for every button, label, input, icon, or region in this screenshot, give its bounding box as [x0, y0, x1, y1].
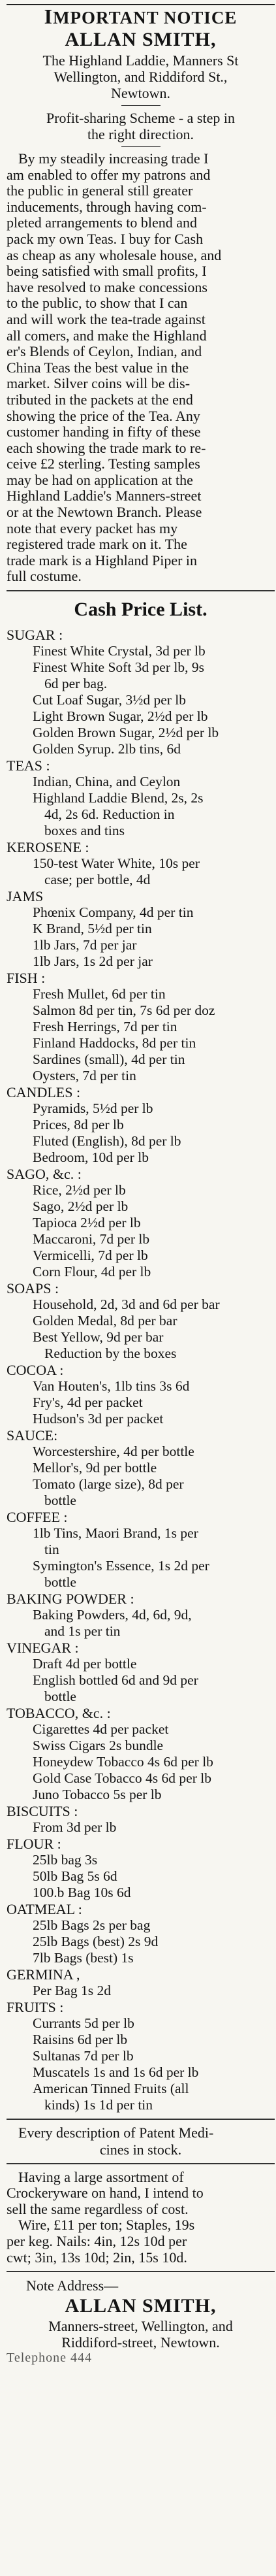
signature-block — [7, 2277, 275, 2365]
price-item: 7lb Bags (best) 1s — [33, 1950, 134, 1966]
price-item: Hudson's 3d per packet — [33, 1411, 164, 1427]
crockery-line: per keg. Nails: 4in, 12s 10d per — [7, 2234, 187, 2249]
price-item: Household, 2d, 3d and 6d per bar — [33, 1296, 220, 1313]
price-item: 1lb Jars, 7d per jar — [33, 937, 137, 953]
price-item: 1lb Jars, 1s 2d per jar — [33, 953, 153, 970]
price-category — [7, 1640, 275, 1705]
category-heading: SOAPS : — [7, 1280, 59, 1297]
divider — [121, 146, 161, 147]
closing-line: cines in stock. — [99, 2141, 182, 2158]
price-item: K Brand, 5½d per tin — [33, 921, 152, 937]
crockery-line: sell the same regardless of cost. — [7, 2201, 189, 2217]
price-item: Raisins 6d per lb — [33, 2032, 128, 2048]
crockery-line: Crockeryware on hand, I intend to — [7, 2185, 204, 2202]
category-heading: VINEGAR : — [7, 1640, 79, 1657]
category-heading: OATMEAL : — [7, 1901, 82, 1918]
notice-line: ceive £2 sterling. Testing samples — [7, 456, 200, 472]
price-item: 100.b Bag 10s 6d — [33, 1885, 131, 1901]
price-item: Cut Loaf Sugar, 3½d per lb — [33, 692, 186, 708]
price-item: Mellor's, 9d per bottle — [33, 1460, 157, 1476]
category-heading: BAKING POWDER : — [7, 1591, 134, 1608]
price-category — [7, 1166, 275, 1280]
price-item: Salmon 8d per tin, 7s 6d per doz — [33, 1002, 215, 1019]
price-item: Fluted (English), 8d per lb — [33, 1133, 181, 1149]
crockery-line: Having a large assortment of — [18, 2169, 184, 2185]
category-items — [7, 904, 275, 970]
notice-line: note that every packet has my — [7, 520, 178, 537]
category-heading: JAMS — [7, 888, 44, 905]
category-items — [7, 1819, 275, 1836]
price-item: Golden Medal, 8d per bar — [33, 1313, 177, 1329]
price-item: bottle — [44, 1493, 76, 1509]
price-list-title: Cash Price List. — [74, 599, 207, 621]
price-item: kinds) 1s 1d per tin — [44, 2097, 153, 2113]
header-rest: MPORTANT NOTICE — [53, 8, 238, 27]
category-items — [7, 1296, 275, 1362]
category-items — [7, 774, 275, 839]
price-item: Best Yellow, 9d per bar — [33, 1329, 164, 1346]
price-item: Currants 5d per lb — [33, 2015, 134, 2032]
price-item: 1lb Tins, Maori Brand, 1s per — [33, 1525, 198, 1542]
price-item: Worcestershire, 4d per bottle — [33, 1444, 194, 1460]
category-items — [7, 1378, 275, 1427]
price-category — [7, 757, 275, 839]
price-item: case; per bottle, 4d — [44, 872, 151, 888]
divider — [121, 105, 161, 106]
notice-line: customer handing in fifty of these — [7, 424, 201, 440]
price-item: Tapioca 2½d per lb — [33, 1215, 141, 1231]
category-items — [7, 1607, 275, 1640]
price-item: From 3d per lb — [33, 1819, 117, 1836]
price-item: 25lb Bags (best) 2s 9d — [33, 1934, 159, 1950]
price-item: Bedroom, 10d per lb — [33, 1149, 149, 1166]
category-items — [7, 1721, 275, 1803]
category-heading: FISH : — [7, 970, 46, 987]
notice-header — [7, 7, 275, 27]
category-items — [7, 2015, 275, 2113]
category-heading: SAUCE: — [7, 1427, 58, 1444]
crockery-line: cwt; 3in, 13s 10d; 2in, 15s 10d. — [7, 2249, 187, 2266]
category-items — [7, 643, 275, 757]
notice-line: to the public, to show that I can — [7, 295, 188, 312]
category-items — [7, 1983, 275, 1999]
price-item: Corn Flour, 4d per lb — [33, 1264, 151, 1280]
notice-line: By my steadily increasing trade I — [18, 151, 209, 167]
price-item: English bottled 6d and 9d per — [33, 1672, 198, 1689]
address-line: The Highland Laddie, Manners St — [42, 52, 239, 69]
price-item: Indian, China, and Ceylon — [33, 774, 181, 790]
category-items — [7, 855, 275, 888]
price-category — [7, 1362, 275, 1427]
price-item: American Tinned Fruits (all — [33, 2081, 189, 2097]
category-heading: COFFEE : — [7, 1509, 68, 1526]
price-item: Per Bag 1s 2d — [33, 1983, 112, 1999]
category-items — [7, 1182, 275, 1280]
price-list — [7, 627, 275, 2113]
price-item: Fresh Mullet, 6d per tin — [33, 986, 166, 1002]
price-item: Fresh Herrings, 7d per tin — [33, 1019, 177, 1035]
price-item: Juno Tobacco 5s per lb — [33, 1787, 162, 1803]
notice-line: showing the price of the Tea. Any — [7, 408, 200, 424]
price-item: 6d per bag. — [44, 676, 108, 692]
price-item: Sultanas 7d per lb — [33, 2048, 134, 2064]
notice-line: trade mark is a Highland Piper in — [7, 552, 198, 569]
price-item: Muscatels 1s and 1s 6d per lb — [33, 2064, 199, 2081]
price-category — [7, 888, 275, 970]
price-item: Swiss Cigars 2s bundle — [33, 1738, 164, 1754]
notice-line: or at the Newtown Branch. Please — [7, 504, 202, 521]
closing-block — [7, 2125, 275, 2158]
price-category — [7, 1591, 275, 1640]
price-item: Gold Case Tobacco 4s 6d per lb — [33, 1770, 211, 1787]
divider — [7, 2163, 275, 2164]
crockery-line: Wire, £11 per ton; Staples, 19s — [18, 2217, 195, 2234]
header-initial: I — [44, 5, 54, 28]
category-heading: BISCUITS : — [7, 1803, 78, 1820]
category-heading: TOBACCO, &c. : — [7, 1705, 111, 1722]
price-item: Cigarettes 4d per packet — [33, 1721, 169, 1738]
signature-line: Riddiford-street, Newtown. — [61, 2334, 220, 2351]
price-item: boxes and tins — [44, 823, 125, 839]
price-category — [7, 970, 275, 1084]
divider — [7, 2271, 275, 2272]
scheme-line: Profit-sharing Scheme - a step in — [46, 110, 235, 126]
price-item: Vermicelli, 7d per lb — [33, 1247, 148, 1264]
notice-line: China Teas the best value in the — [7, 359, 189, 376]
price-item: Maccaroni, 7d per lb — [33, 1231, 150, 1247]
notice-line: market. Silver coins will be dis- — [7, 376, 191, 392]
scheme-line: the right direction. — [87, 126, 194, 142]
notice-line: pack my own Teas. I buy for Cash — [7, 231, 204, 247]
address-line: Wellington, and Riddiford St., — [54, 69, 228, 85]
divider — [7, 590, 275, 591]
notice-line: as cheap as any wholesale house, and — [7, 247, 222, 263]
signature-name: ALLAN SMITH, — [65, 2295, 217, 2317]
category-heading: COCOA : — [7, 1362, 64, 1379]
notice-line: tributed in the packets at the end — [7, 391, 193, 408]
price-item: Prices, 8d per lb — [33, 1117, 124, 1133]
notice-line: inducements, through having com- — [7, 199, 207, 215]
category-heading: CANDLES : — [7, 1084, 81, 1101]
category-heading: FRUITS : — [7, 1999, 64, 2016]
closing-line: Every description of Patent Medi- — [18, 2125, 214, 2141]
address-line: Newtown. — [110, 85, 171, 101]
note-label: Note Address— — [26, 2277, 119, 2294]
price-item: Baking Powders, 4d, 6d, 9d, — [33, 1607, 192, 1623]
price-item: Sardines (small), 4d per tin — [33, 1051, 185, 1068]
business-name: ALLAN SMITH, — [65, 29, 217, 50]
notice-line: all comers, and make the Highland — [7, 327, 207, 344]
price-category — [7, 1999, 275, 2113]
price-item: Golden Syrup. 2lb tins, 6d — [33, 741, 181, 757]
notice-paragraph — [7, 151, 275, 585]
notice-line: have resolved to make concessions — [7, 279, 207, 295]
price-item: bottle — [44, 1574, 76, 1591]
price-item: and 1s per tin — [44, 1623, 121, 1640]
notice-line: Highland Laddie's Manners-street — [7, 488, 202, 504]
price-item: Van Houten's, 1lb tins 3s 6d — [33, 1378, 190, 1395]
price-item: Finest White Soft 3d per lb, 9s — [33, 659, 204, 676]
price-item: Pyramids, 5½d per lb — [33, 1100, 153, 1117]
price-item: Tomato (large size), 8d per — [33, 1476, 184, 1493]
category-heading: FLOUR : — [7, 1836, 61, 1853]
notice-line: am enabled to offer my patrons and — [7, 167, 211, 183]
price-category — [7, 1901, 275, 1966]
notice-line: registered trade mark on it. The — [7, 537, 187, 553]
price-item: 25lb bag 3s — [33, 1852, 98, 1868]
price-item: Reduction by the boxes — [44, 1346, 177, 1362]
category-heading: KEROSENE : — [7, 839, 89, 856]
notice-line: the public in general still greater — [7, 183, 193, 199]
category-heading: TEAS : — [7, 757, 50, 774]
notice-line: and will work the tea-trade against — [7, 311, 206, 327]
category-heading: GERMINA , — [7, 1966, 80, 1983]
price-item: Golden Brown Sugar, 2½d per lb — [33, 725, 219, 741]
price-item: bottle — [44, 1689, 76, 1705]
notice-line: full costume. — [7, 569, 82, 585]
price-item: Highland Laddie Blend, 2s, 2s — [33, 790, 204, 806]
price-category — [7, 1084, 275, 1166]
price-item: 150-test Water White, 10s per — [33, 855, 200, 872]
price-item: Honeydew Tobacco 4s 6d per lb — [33, 1754, 213, 1770]
category-items — [7, 986, 275, 1084]
category-items — [7, 1100, 275, 1166]
price-item: Draft 4d per bottle — [33, 1656, 137, 1672]
price-category — [7, 1509, 275, 1591]
price-category — [7, 1705, 275, 1803]
price-item: Sago, 2½d per lb — [33, 1198, 129, 1215]
price-item: Finest White Crystal, 3d per lb — [33, 643, 206, 659]
price-category — [7, 1427, 275, 1509]
price-item: Phœnix Company, 4d per tin — [33, 904, 194, 921]
price-item: Light Brown Sugar, 2½d per lb — [33, 708, 208, 725]
signature-line: Manners-street, Wellington, and — [48, 2318, 233, 2335]
price-item: Rice, 2½d per lb — [33, 1182, 126, 1198]
price-item: Symington's Essence, 1s 2d per — [33, 1558, 209, 1574]
category-items — [7, 1444, 275, 1509]
price-item: tin — [44, 1542, 59, 1558]
price-item: Finland Haddocks, 8d per tin — [33, 1035, 196, 1051]
price-category — [7, 1966, 275, 1999]
category-heading: SUGAR : — [7, 627, 63, 644]
price-item: 25lb Bags 2s per bag — [33, 1917, 151, 1934]
notice-line: may be had on application at the — [7, 472, 193, 488]
price-category — [7, 839, 275, 888]
crockery-paragraph — [7, 2170, 275, 2266]
price-item: Fry's, 4d per packet — [33, 1395, 143, 1411]
price-category — [7, 627, 275, 757]
category-items — [7, 1525, 275, 1591]
price-category — [7, 1803, 275, 1836]
price-item: 4d, 2s 6d. Reduction in — [44, 806, 175, 823]
price-item: Oysters, 7d per tin — [33, 1068, 136, 1084]
notice-line: each showing the trade mark to re- — [7, 440, 206, 456]
category-items — [7, 1852, 275, 1901]
notice-line: being satisfied with small profits, I — [7, 263, 207, 280]
address-block — [7, 52, 275, 101]
notice-line: er's Blends of Ceylon, Indian, and — [7, 344, 202, 360]
notice-line: pleted arrangements to blend and — [7, 215, 198, 231]
scheme-block — [7, 110, 275, 142]
footer-fragment: Telephone 444 — [7, 2351, 93, 2366]
price-item: 50lb Bag 5s 6d — [33, 1868, 117, 1885]
price-category — [7, 1836, 275, 1901]
category-items — [7, 1656, 275, 1705]
price-category — [7, 1280, 275, 1362]
category-heading: SAGO, &c. : — [7, 1166, 82, 1183]
category-items — [7, 1917, 275, 1966]
divider — [7, 2119, 275, 2120]
